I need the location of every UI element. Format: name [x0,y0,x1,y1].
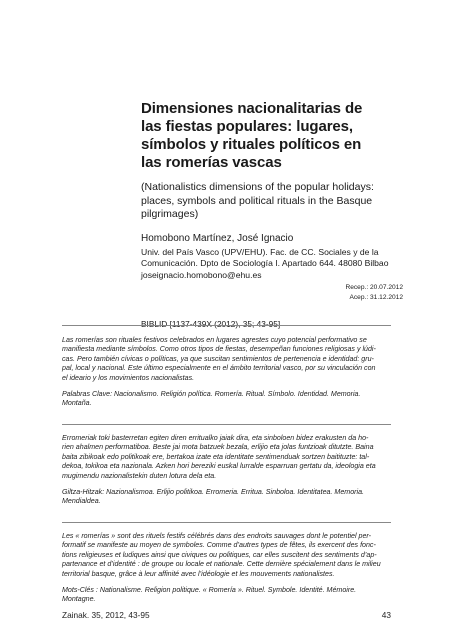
keywords-line: Montagne. [62,595,96,604]
biblid-reference: BIBLID [1137-439X (2012), 35; 43-95] [141,319,281,329]
keywords-line: Giltza-Hitzak: Nazionalismoa. Erlijio politikoa. Erromeria. Erritua. Sinboloa. Identitatea. Memoria. [62,488,364,497]
abstract-line: baita zibikoak edo politikoak ere, bertakoa izate eta identitate sentimenduak sortzen baitituzte: tal- [62,452,370,461]
received-date: Recep.: 20.07.2012 [345,284,403,291]
keywords-french [62,586,392,605]
affiliation-line: Univ. del País Vasco (UPV/EHU). Fac. de CC. Sociales y de la [141,246,379,257]
abstract-line: pal, local y nacional. Este último especialmente en el ámbito territorial vasco, por su vinculación con [62,364,376,373]
subtitle-line: (Nationalistics dimensions of the popular holidays: [141,181,374,193]
abstract-line: Las romerías son rituales festivos celebrados en lugares agrestes cuyo potencial performativo se [62,336,367,344]
keywords-line: Mots-Clés : Nationalisme. Religion politique. « Romería ». Rituel. Symbole. Identité. Mémoire. [62,586,357,595]
article-subtitle [141,181,411,222]
divider [62,424,391,425]
journal-citation: Zainak. 35, 2012, 43-95 [62,610,150,620]
keywords-spanish [62,390,392,409]
keywords-line: Montaña. [62,399,92,408]
affiliation-line: Comunicación. Dpto de Sociología I. Apartado 644. 48080 Bilbao [141,258,389,268]
page-footer [62,610,391,620]
abstract-line: territorial basque, grâce à leur affinité avec l’idéologie et les mouvements nationalistes. [62,569,335,578]
article-title [141,100,411,172]
abstract-line: partenance et d’identité : de groupe ou locale et nationale. Cette dernière spécialement dans le milieu [62,560,381,569]
abstract-line: tions religieuses et ludiques ainsi que civiques ou politiques, car elles suscitent des sentiments d’ap- [62,550,377,559]
subtitle-line: pilgrimages) [141,208,199,220]
title-line: símbolos y rituales políticos en [141,136,362,153]
abstract-line: mugimendu nazionalistekin duten lotura dela eta. [62,471,217,480]
abstract-line: Les « romerías » sont des rituels festifs célébrés dans des endroits sauvages dont le potentiel per- [62,532,372,540]
author-email[interactable]: joseignacio.homobono@ehu.es [141,269,262,280]
divider [62,522,391,523]
keywords-line: Palabras Clave: Nacionalismo. Religión política. Romería. Ritual. Símbolo. Identidad. Memoria. [62,390,361,399]
abstract-line: cas. Pero también cívicas o políticas, ya que suscitan sentimientos de pertenencia e identidad: gru- [62,354,374,363]
abstract-line: rien ahalmen performatiboa. Beste jai mota batzuek bezala, erlijio eta jolas funtzioak ditutzte. Baina [62,443,374,452]
abstract-line: manifiesta mediante símbolos. Como otros tipos de fiestas, desempeñan funciones religiosas y lúdi- [62,345,376,354]
page-number: 43 [381,610,391,620]
title-line: las fiestas populares: lugares, [141,118,353,135]
abstract-basque [62,434,392,507]
abstract-line: dekoa, tokikoa eta nazionala. Azken hori bereziki euskal lurralde esparruan gertatu da, ideologia eta [62,462,376,471]
abstract-line: formatif se manifeste au moyen de symboles. Comme d’autres types de fêtes, ils exercent des fonc- [62,541,376,550]
abstract-spanish [62,336,392,409]
keywords-basque [62,488,392,507]
abstract-line: el ideario y los movimientos nacionalistas. [62,373,195,382]
author-names: Homobono Martínez, José Ignacio [141,232,294,244]
keywords-line: Mendialdea. [62,497,101,506]
abstract-line: Erromeriak toki basterretan egiten diren erritualko jaiak dira, eta sinboloen bidez erakusten da ho- [62,434,369,442]
top-divider [62,325,391,326]
article-header [141,100,411,281]
submission-dates [345,283,403,303]
accepted-date: Acep.: 31.12.2012 [349,294,403,301]
title-line: Dimensiones nacionalitarias de [141,100,363,117]
subtitle-line: places, symbols and political rituals in the Basque [141,194,373,207]
author-affiliation [141,247,411,270]
title-line: las romerías vascas [141,154,282,171]
abstract-french [62,532,392,605]
